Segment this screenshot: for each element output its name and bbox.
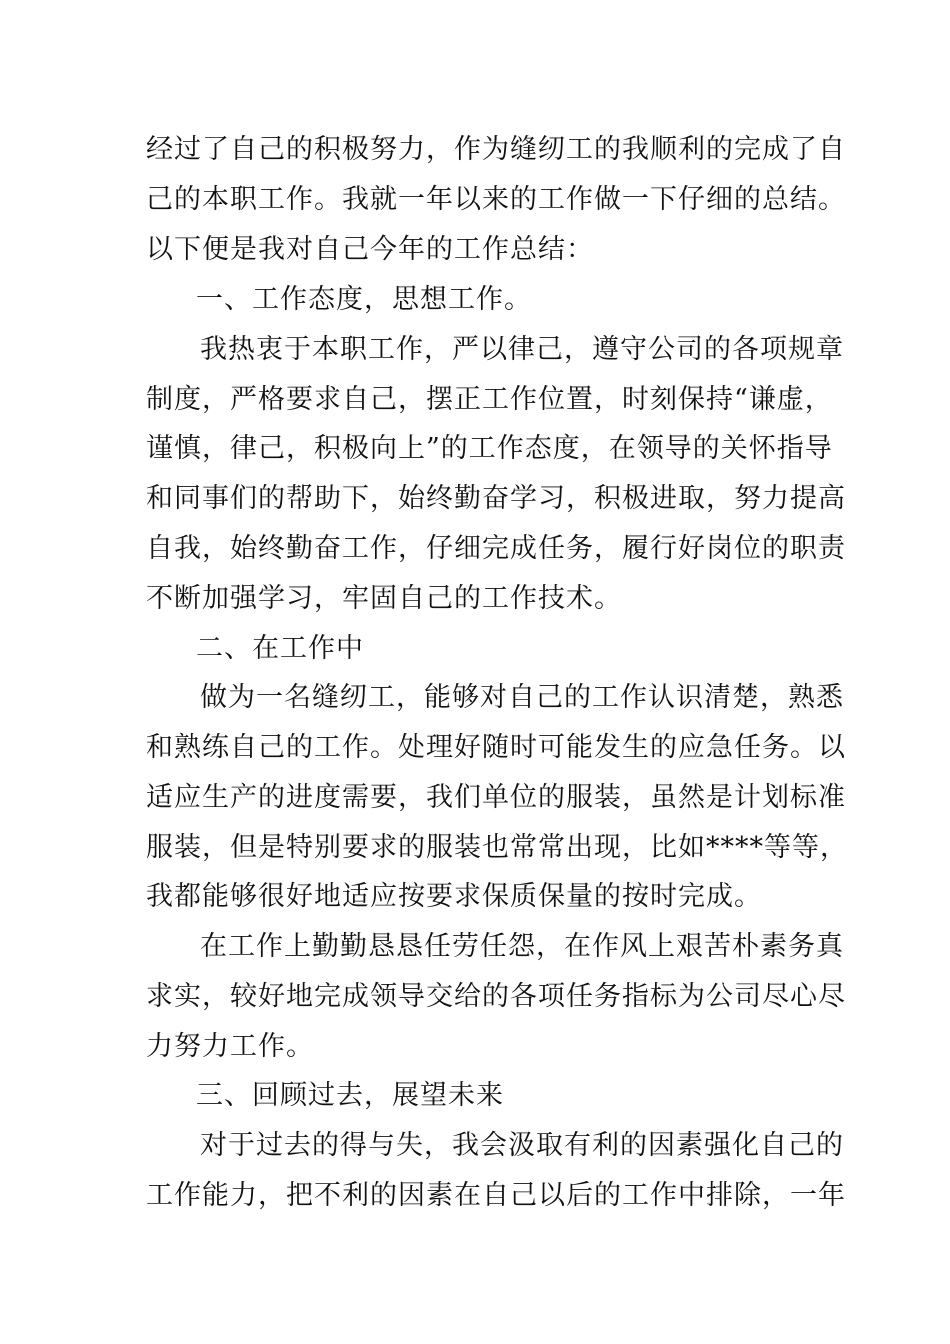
section-heading: 二、在工作中 (196, 633, 364, 664)
paragraph-line: 在工作上勤勤恳恳任劳任怨，在作风上艰苦朴素务真 (200, 931, 844, 962)
paragraph-line: 工作能力，把不利的因素在自己以后的工作中排除，一年 (146, 1180, 846, 1211)
paragraph-line: 求实，较好地完成领导交给的各项任务指标为公司尽心尽 (146, 981, 846, 1012)
paragraph-line: 我都能够很好地适应按要求保质保量的按时完成。 (146, 881, 762, 912)
paragraph-line: 不断加强学习，牢固自己的工作技术。 (146, 583, 622, 614)
paragraph-line: 和熟练自己的工作。处理好随时可能发生的应急任务。以 (146, 732, 846, 763)
paragraph-line: 我热衷于本职工作，严以律己，遵守公司的各项规章 (200, 334, 844, 365)
paragraph-line: 服装，但是特别要求的服装也常常出现，比如****等等， (146, 832, 848, 863)
section-heading: 三、回顾过去，展望未来 (196, 1080, 504, 1111)
section-heading: 一、工作态度，思想工作。 (196, 284, 532, 315)
paragraph-line: 做为一名缝纫工，能够对自己的工作认识清楚，熟悉 (200, 682, 844, 713)
paragraph-line: 经过了自己的积极努力，作为缝纫工的我顺利的完成了自 (146, 134, 846, 165)
paragraph-line: 适应生产的进度需要，我们单位的服装，虽然是计划标准 (146, 782, 846, 813)
paragraph-line: 力努力工作。 (146, 1031, 314, 1062)
paragraph-line: 和同事们的帮助下，始终勤奋学习，积极进取，努力提高 (146, 483, 846, 514)
paragraph-line: 对于过去的得与失，我会汲取有利的因素强化自己的 (200, 1130, 844, 1161)
paragraph-line: 以下便是我对自己今年的工作总结： (146, 234, 594, 265)
paragraph-line: 制度，严格要求自己，摆正工作位置，时刻保持“谦虚， (146, 384, 833, 415)
paragraph-line: 谨慎，律己，积极向上”的工作态度，在领导的关怀指导 (146, 433, 833, 464)
paragraph-line: 己的本职工作。我就一年以来的工作做一下仔细的总结。 (146, 184, 846, 215)
paragraph-line: 自我，始终勤奋工作，仔细完成任务，履行好岗位的职责 (146, 533, 846, 564)
